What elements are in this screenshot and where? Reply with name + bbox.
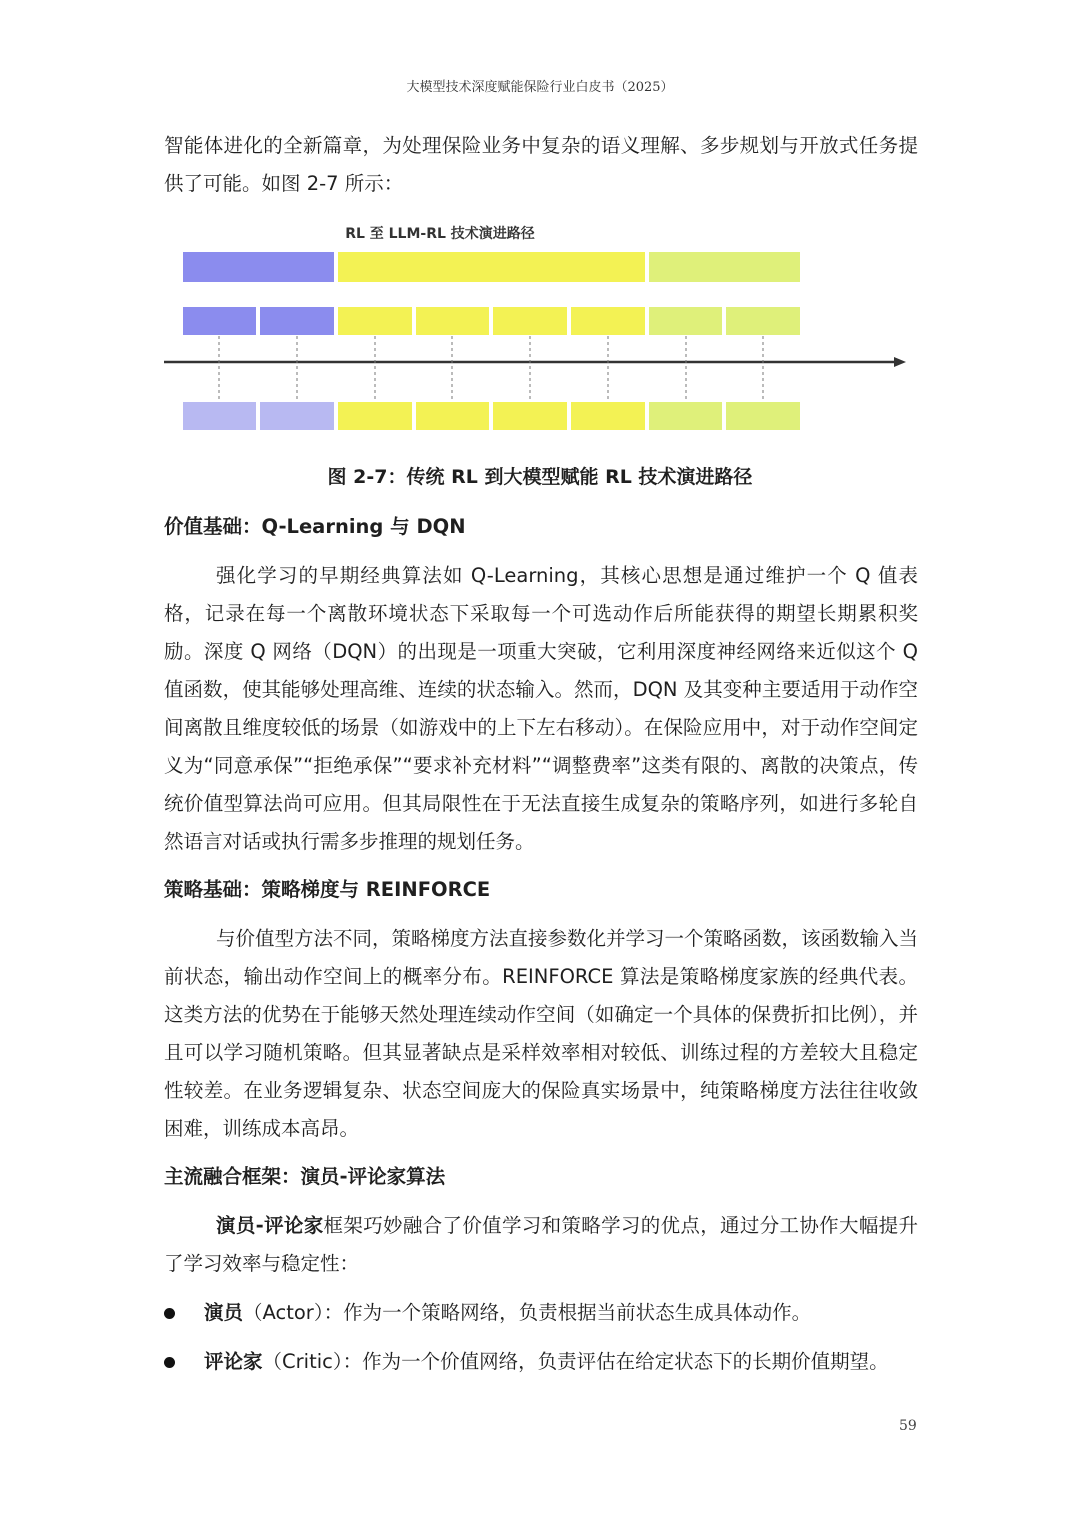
year-boxes	[183, 307, 800, 335]
era-bar-deep-rl	[338, 252, 645, 282]
section-heading: 策略基础：策略梯度与 REINFORCE	[164, 878, 491, 901]
era-bar-traditional	[183, 252, 334, 282]
section-paragraph: 强化学习的早期经典算法如 Q-Learning，其核心思想是通过维护一个 Q 值表格，记录在每一个离散环境状态下采取每一个可选动作后所能获得的期望长期累积奖励。深度 Q 网络（DQN）的出现是一项重大突破，它利用深度神经网络来近似这个 Q 值函数，使其能够处理高维、连续的状态输入。然而，DQN 及其变种主要适用于动作空间离散且维度较低的场景（如游戏中的上下左右移动）。在保险应用中，对于动作空间定义为“同意承保”“拒绝承保”“要求补充材料”“调整费率”这类有限的、离散的决策点，传统价值型算法尚可应用。但其局限性在于无法直接生成复杂的策略序列，如进行多轮自然语言对话或执行需多步推理的规划任务。	[164, 564, 918, 853]
year-box	[338, 307, 412, 335]
evolution-figure	[160, 212, 920, 442]
year-box	[416, 307, 489, 335]
technique-box	[571, 402, 645, 430]
section-heading: 价值基础：Q-Learning 与 DQN	[164, 515, 466, 538]
technique-box	[649, 402, 722, 430]
intro-paragraph: 智能体进化的全新篇章，为处理保险业务中复杂的语义理解、多步规划与开放式任务提供了可能。如图 2-7 所示：	[164, 134, 918, 195]
technique-box	[493, 402, 567, 430]
timeline-connectors	[219, 336, 763, 400]
list-item: 演员（Actor）：作为一个策略网络，负责根据当前状态生成具体动作。	[164, 1294, 918, 1332]
technique-box	[338, 402, 412, 430]
list-item: 评论家（Critic）：作为一个价值网络，负责评估在给定状态下的长期价值期望。	[164, 1343, 918, 1381]
technique-box	[416, 402, 489, 430]
era-bar-llm-rl	[649, 252, 800, 282]
year-box	[649, 307, 722, 335]
bullet-icon	[164, 1308, 175, 1319]
technique-box	[726, 402, 800, 430]
section-actor-critic	[164, 1158, 918, 1392]
intro-block	[164, 127, 918, 203]
running-header: 大模型技术深度赋能保险行业白皮书（2025）	[406, 80, 674, 95]
section-policy-gradient	[164, 871, 918, 1148]
section-heading: 主流融合框架：演员-评论家算法	[164, 1165, 446, 1188]
year-box	[260, 307, 334, 335]
section-paragraph: 与价值型方法不同，策略梯度方法直接参数化并学习一个策略函数，该函数输入当前状态，输出动作空间上的概率分布。REINFORCE 算法是策略梯度家族的经典代表。这类方法的优势在于能够天然处理连续动作空间（如确定一个具体的保费折扣比例），并且可以学习随机策略。但其显著缺点是采样效率相对较低、训练过程的方差较大且稳定性较差。在业务逻辑复杂、状态空间庞大的保险真实场景中，纯策略梯度方法往往收敛困难，训练成本高昂。	[164, 927, 919, 1140]
year-box	[493, 307, 567, 335]
year-box	[726, 307, 800, 335]
year-box	[183, 307, 256, 335]
figure-caption: 图 2-7：传统 RL 到大模型赋能 RL 技术演进路径	[327, 466, 753, 488]
technique-boxes	[183, 402, 800, 430]
section-value-based	[164, 508, 918, 861]
chart-title: RL 至 LLM-RL 技术演进路径	[345, 226, 535, 242]
year-box	[571, 307, 645, 335]
evolution-chart	[160, 212, 920, 442]
timeline-arrow-icon	[894, 357, 906, 367]
bullet-icon	[164, 1357, 175, 1368]
technique-box	[260, 402, 334, 430]
bullet-list	[164, 1294, 918, 1381]
technique-box	[183, 402, 256, 430]
section-paragraph: 演员-评论家框架巧妙融合了价值学习和策略学习的优点，通过分工协作大幅提升了学习效率与稳定性：	[164, 1214, 918, 1275]
bold-term: 演员-评论家	[216, 1214, 324, 1237]
page-number: 59	[899, 1418, 917, 1434]
